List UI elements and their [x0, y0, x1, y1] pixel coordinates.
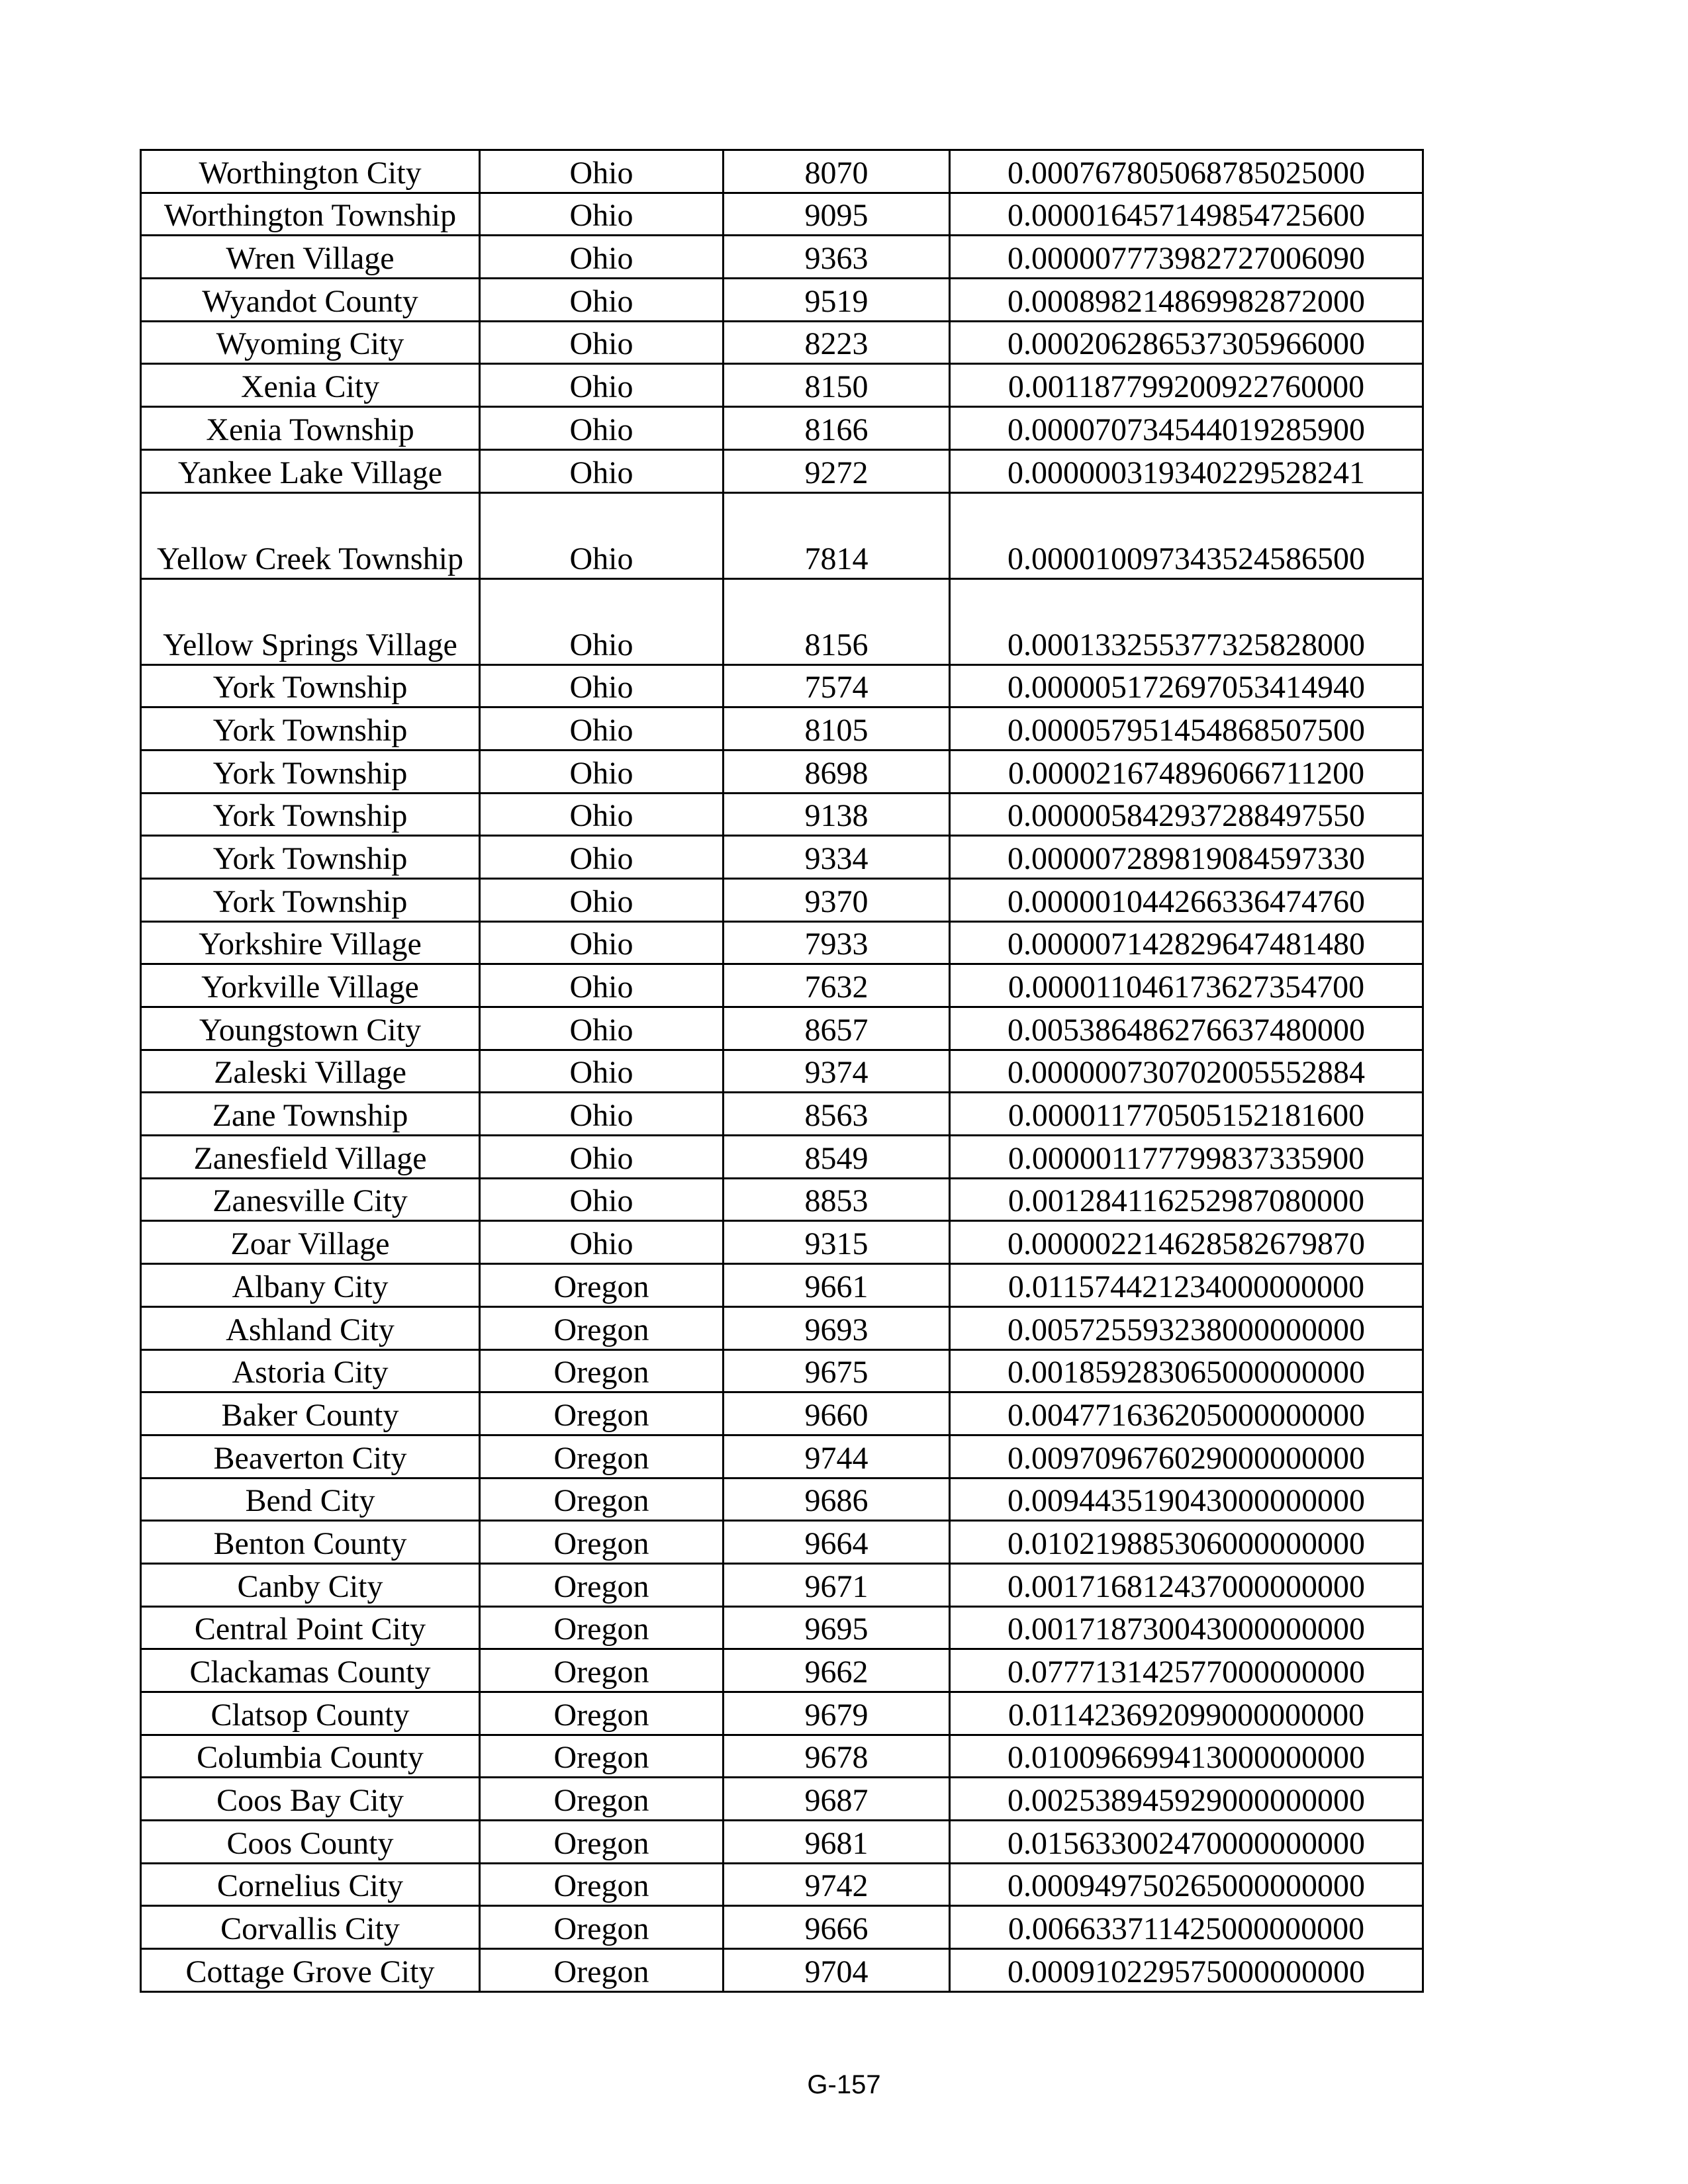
- entity-name-cell: Yorkville Village: [141, 964, 480, 1007]
- id-cell: 9363: [724, 236, 950, 279]
- entity-name-cell: Beaverton City: [141, 1435, 480, 1478]
- table-row: [141, 1649, 1423, 1692]
- allocation-value-cell: 0.004771636205000000000: [950, 1392, 1423, 1435]
- state-cell: Ohio: [480, 279, 724, 322]
- allocation-value-cell: 0.000010097343524586500: [950, 492, 1423, 578]
- table-row: [141, 321, 1423, 364]
- table-row: [141, 1392, 1423, 1435]
- state-cell: Oregon: [480, 1563, 724, 1606]
- entity-name-cell: Zoar Village: [141, 1221, 480, 1264]
- table-row: [141, 279, 1423, 322]
- allocation-value-cell: 0.000005172697053414940: [950, 664, 1423, 707]
- entity-name-cell: Xenia City: [141, 364, 480, 407]
- entity-name-cell: Columbia County: [141, 1735, 480, 1778]
- table-row: [141, 1692, 1423, 1735]
- allocation-value-cell: 0.011423692099000000000: [950, 1692, 1423, 1735]
- allocation-value-cell: 0.000000319340229528241: [950, 449, 1423, 492]
- table-row: [141, 1435, 1423, 1478]
- id-cell: 9679: [724, 1692, 950, 1735]
- table-row: [141, 793, 1423, 836]
- id-cell: 9671: [724, 1563, 950, 1606]
- table-row: [141, 836, 1423, 879]
- state-cell: Oregon: [480, 1949, 724, 1992]
- id-cell: 9272: [724, 449, 950, 492]
- allocation-value-cell: 0.009443519043000000000: [950, 1478, 1423, 1521]
- allocation-value-cell: 0.000007289819084597330: [950, 836, 1423, 879]
- table-row: [141, 1007, 1423, 1050]
- entity-name-cell: Corvallis City: [141, 1906, 480, 1949]
- state-cell: Ohio: [480, 364, 724, 407]
- state-cell: Ohio: [480, 236, 724, 279]
- id-cell: 8853: [724, 1178, 950, 1221]
- entity-name-cell: Youngstown City: [141, 1007, 480, 1050]
- id-cell: 9742: [724, 1863, 950, 1906]
- id-cell: 9695: [724, 1606, 950, 1649]
- table-row: [141, 1863, 1423, 1906]
- state-cell: Ohio: [480, 578, 724, 664]
- state-cell: Ohio: [480, 1007, 724, 1050]
- table-row: [141, 1178, 1423, 1221]
- id-cell: 8150: [724, 364, 950, 407]
- table-row: [141, 1221, 1423, 1264]
- entity-name-cell: Canby City: [141, 1563, 480, 1606]
- allocation-value-cell: 0.000910229575000000000: [950, 1949, 1423, 1992]
- table-row: [141, 1264, 1423, 1307]
- entity-name-cell: Xenia Township: [141, 407, 480, 450]
- state-cell: Ohio: [480, 407, 724, 450]
- state-cell: Oregon: [480, 1649, 724, 1692]
- id-cell: 9686: [724, 1478, 950, 1521]
- table-row: [141, 1136, 1423, 1179]
- id-cell: 9666: [724, 1906, 950, 1949]
- table-row: [141, 1563, 1423, 1606]
- table-row: [141, 1349, 1423, 1392]
- id-cell: 7933: [724, 921, 950, 964]
- allocation-value-cell: 0.010096699413000000000: [950, 1735, 1423, 1778]
- id-cell: 9693: [724, 1306, 950, 1349]
- allocation-value-cell: 0.001718730043000000000: [950, 1606, 1423, 1649]
- state-cell: Oregon: [480, 1821, 724, 1864]
- entity-name-cell: Wyoming City: [141, 321, 480, 364]
- id-cell: 8563: [724, 1093, 950, 1136]
- id-cell: 9660: [724, 1392, 950, 1435]
- id-cell: 7632: [724, 964, 950, 1007]
- id-cell: 9138: [724, 793, 950, 836]
- allocation-table: [140, 149, 1424, 1993]
- id-cell: 9678: [724, 1735, 950, 1778]
- state-cell: Ohio: [480, 1221, 724, 1264]
- allocation-value-cell: 0.001187799200922760000: [950, 364, 1423, 407]
- id-cell: 8070: [724, 150, 950, 193]
- state-cell: Oregon: [480, 1264, 724, 1307]
- state-cell: Oregon: [480, 1478, 724, 1521]
- entity-name-cell: York Township: [141, 878, 480, 921]
- state-cell: Ohio: [480, 1093, 724, 1136]
- table-row: [141, 578, 1423, 664]
- state-cell: Ohio: [480, 1050, 724, 1093]
- id-cell: 9664: [724, 1521, 950, 1564]
- entity-name-cell: Benton County: [141, 1521, 480, 1564]
- state-cell: Ohio: [480, 449, 724, 492]
- allocation-value-cell: 0.011574421234000000000: [950, 1264, 1423, 1307]
- allocation-value-cell: 0.000001044266336474760: [950, 878, 1423, 921]
- id-cell: 9095: [724, 193, 950, 236]
- table-row: [141, 150, 1423, 193]
- state-cell: Oregon: [480, 1735, 724, 1778]
- state-cell: Oregon: [480, 1606, 724, 1649]
- entity-name-cell: York Township: [141, 793, 480, 836]
- table-row: [141, 1949, 1423, 1992]
- state-cell: Oregon: [480, 1521, 724, 1564]
- id-cell: 8657: [724, 1007, 950, 1050]
- allocation-value-cell: 0.000021674896066711200: [950, 750, 1423, 793]
- allocation-value-cell: 0.000007773982727006090: [950, 236, 1423, 279]
- entity-name-cell: Coos Bay City: [141, 1778, 480, 1821]
- allocation-value-cell: 0.010219885306000000000: [950, 1521, 1423, 1564]
- entity-name-cell: Zaleski Village: [141, 1050, 480, 1093]
- state-cell: Oregon: [480, 1435, 724, 1478]
- table-row: [141, 921, 1423, 964]
- table-row: [141, 364, 1423, 407]
- state-cell: Oregon: [480, 1392, 724, 1435]
- allocation-value-cell: 0.077713142577000000000: [950, 1649, 1423, 1692]
- allocation-value-cell: 0.015633002470000000000: [950, 1821, 1423, 1864]
- entity-name-cell: Ashland City: [141, 1306, 480, 1349]
- entity-name-cell: Zanesfield Village: [141, 1136, 480, 1179]
- id-cell: 9315: [724, 1221, 950, 1264]
- allocation-value-cell: 0.005725593238000000000: [950, 1306, 1423, 1349]
- entity-name-cell: Wyandot County: [141, 279, 480, 322]
- table-body: [141, 150, 1423, 1992]
- id-cell: 9681: [724, 1821, 950, 1864]
- state-cell: Ohio: [480, 150, 724, 193]
- allocation-value-cell: 0.000016457149854725600: [950, 193, 1423, 236]
- state-cell: Ohio: [480, 193, 724, 236]
- table-row: [141, 1093, 1423, 1136]
- entity-name-cell: Cornelius City: [141, 1863, 480, 1906]
- id-cell: 8166: [724, 407, 950, 450]
- entity-name-cell: Worthington City: [141, 150, 480, 193]
- entity-name-cell: Coos County: [141, 1821, 480, 1864]
- state-cell: Ohio: [480, 492, 724, 578]
- allocation-value-cell: 0.000057951454868507500: [950, 707, 1423, 751]
- allocation-value-cell: 0.000011770505152181600: [950, 1093, 1423, 1136]
- table-row: [141, 236, 1423, 279]
- allocation-value-cell: 0.005386486276637480000: [950, 1007, 1423, 1050]
- table-row: [141, 1735, 1423, 1778]
- state-cell: Oregon: [480, 1349, 724, 1392]
- id-cell: 8698: [724, 750, 950, 793]
- state-cell: Ohio: [480, 1178, 724, 1221]
- table-row: [141, 964, 1423, 1007]
- table-row: [141, 1521, 1423, 1564]
- entity-name-cell: Baker County: [141, 1392, 480, 1435]
- table-row: [141, 1050, 1423, 1093]
- entity-name-cell: Worthington Township: [141, 193, 480, 236]
- allocation-value-cell: 0.002538945929000000000: [950, 1778, 1423, 1821]
- entity-name-cell: Wren Village: [141, 236, 480, 279]
- entity-name-cell: Clatsop County: [141, 1692, 480, 1735]
- id-cell: 7814: [724, 492, 950, 578]
- allocation-value-cell: 0.000007142829647481480: [950, 921, 1423, 964]
- state-cell: Oregon: [480, 1863, 724, 1906]
- allocation-value-cell: 0.000949750265000000000: [950, 1863, 1423, 1906]
- state-cell: Oregon: [480, 1778, 724, 1821]
- table-row: [141, 1478, 1423, 1521]
- table-row: [141, 449, 1423, 492]
- entity-name-cell: Zanesville City: [141, 1178, 480, 1221]
- state-cell: Ohio: [480, 707, 724, 751]
- table-row: [141, 750, 1423, 793]
- state-cell: Ohio: [480, 321, 724, 364]
- table-row: [141, 193, 1423, 236]
- id-cell: 8549: [724, 1136, 950, 1179]
- allocation-value-cell: 0.001716812437000000000: [950, 1563, 1423, 1606]
- entity-name-cell: Central Point City: [141, 1606, 480, 1649]
- state-cell: Ohio: [480, 964, 724, 1007]
- id-cell: 9374: [724, 1050, 950, 1093]
- table-row: [141, 1606, 1423, 1649]
- id-cell: 9519: [724, 279, 950, 322]
- allocation-value-cell: 0.006633711425000000000: [950, 1906, 1423, 1949]
- table-row: [141, 1906, 1423, 1949]
- state-cell: Ohio: [480, 836, 724, 879]
- allocation-value-cell: 0.000002214628582679870: [950, 1221, 1423, 1264]
- id-cell: 9744: [724, 1435, 950, 1478]
- id-cell: 9370: [724, 878, 950, 921]
- allocation-value-cell: 0.001859283065000000000: [950, 1349, 1423, 1392]
- table-row: [141, 1821, 1423, 1864]
- entity-name-cell: Yorkshire Village: [141, 921, 480, 964]
- state-cell: Oregon: [480, 1306, 724, 1349]
- page-number: G-157: [807, 2070, 881, 2099]
- table-row: [141, 1306, 1423, 1349]
- state-cell: Ohio: [480, 878, 724, 921]
- entity-name-cell: Yellow Springs Village: [141, 578, 480, 664]
- allocation-value-cell: 0.000767805068785025000: [950, 150, 1423, 193]
- entity-name-cell: York Township: [141, 664, 480, 707]
- entity-name-cell: Bend City: [141, 1478, 480, 1521]
- state-cell: Ohio: [480, 750, 724, 793]
- id-cell: 9675: [724, 1349, 950, 1392]
- allocation-value-cell: 0.000206286537305966000: [950, 321, 1423, 364]
- entity-name-cell: York Township: [141, 707, 480, 751]
- table-row: [141, 492, 1423, 578]
- state-cell: Oregon: [480, 1692, 724, 1735]
- table-row: [141, 707, 1423, 751]
- allocation-value-cell: 0.000133255377325828000: [950, 578, 1423, 664]
- allocation-value-cell: 0.001284116252987080000: [950, 1178, 1423, 1221]
- entity-name-cell: Albany City: [141, 1264, 480, 1307]
- state-cell: Ohio: [480, 793, 724, 836]
- table-row: [141, 407, 1423, 450]
- allocation-value-cell: 0.000005842937288497550: [950, 793, 1423, 836]
- id-cell: 9662: [724, 1649, 950, 1692]
- entity-name-cell: York Township: [141, 836, 480, 879]
- allocation-value-cell: 0.000000730702005552884: [950, 1050, 1423, 1093]
- state-cell: Oregon: [480, 1906, 724, 1949]
- table-row: [141, 1778, 1423, 1821]
- id-cell: 8223: [724, 321, 950, 364]
- allocation-value-cell: 0.000898214869982872000: [950, 279, 1423, 322]
- state-cell: Ohio: [480, 664, 724, 707]
- id-cell: 9704: [724, 1949, 950, 1992]
- id-cell: 8156: [724, 578, 950, 664]
- allocation-value-cell: 0.000001177799837335900: [950, 1136, 1423, 1179]
- entity-name-cell: Yankee Lake Village: [141, 449, 480, 492]
- allocation-value-cell: 0.009709676029000000000: [950, 1435, 1423, 1478]
- id-cell: 9687: [724, 1778, 950, 1821]
- entity-name-cell: Yellow Creek Township: [141, 492, 480, 578]
- entity-name-cell: Zane Township: [141, 1093, 480, 1136]
- entity-name-cell: Clackamas County: [141, 1649, 480, 1692]
- id-cell: 9661: [724, 1264, 950, 1307]
- id-cell: 7574: [724, 664, 950, 707]
- state-cell: Ohio: [480, 921, 724, 964]
- state-cell: Ohio: [480, 1136, 724, 1179]
- table-row: [141, 878, 1423, 921]
- table-row: [141, 664, 1423, 707]
- allocation-value-cell: 0.000070734544019285900: [950, 407, 1423, 450]
- id-cell: 8105: [724, 707, 950, 751]
- entity-name-cell: York Township: [141, 750, 480, 793]
- entity-name-cell: Cottage Grove City: [141, 1949, 480, 1992]
- id-cell: 9334: [724, 836, 950, 879]
- allocation-value-cell: 0.000011046173627354700: [950, 964, 1423, 1007]
- entity-name-cell: Astoria City: [141, 1349, 480, 1392]
